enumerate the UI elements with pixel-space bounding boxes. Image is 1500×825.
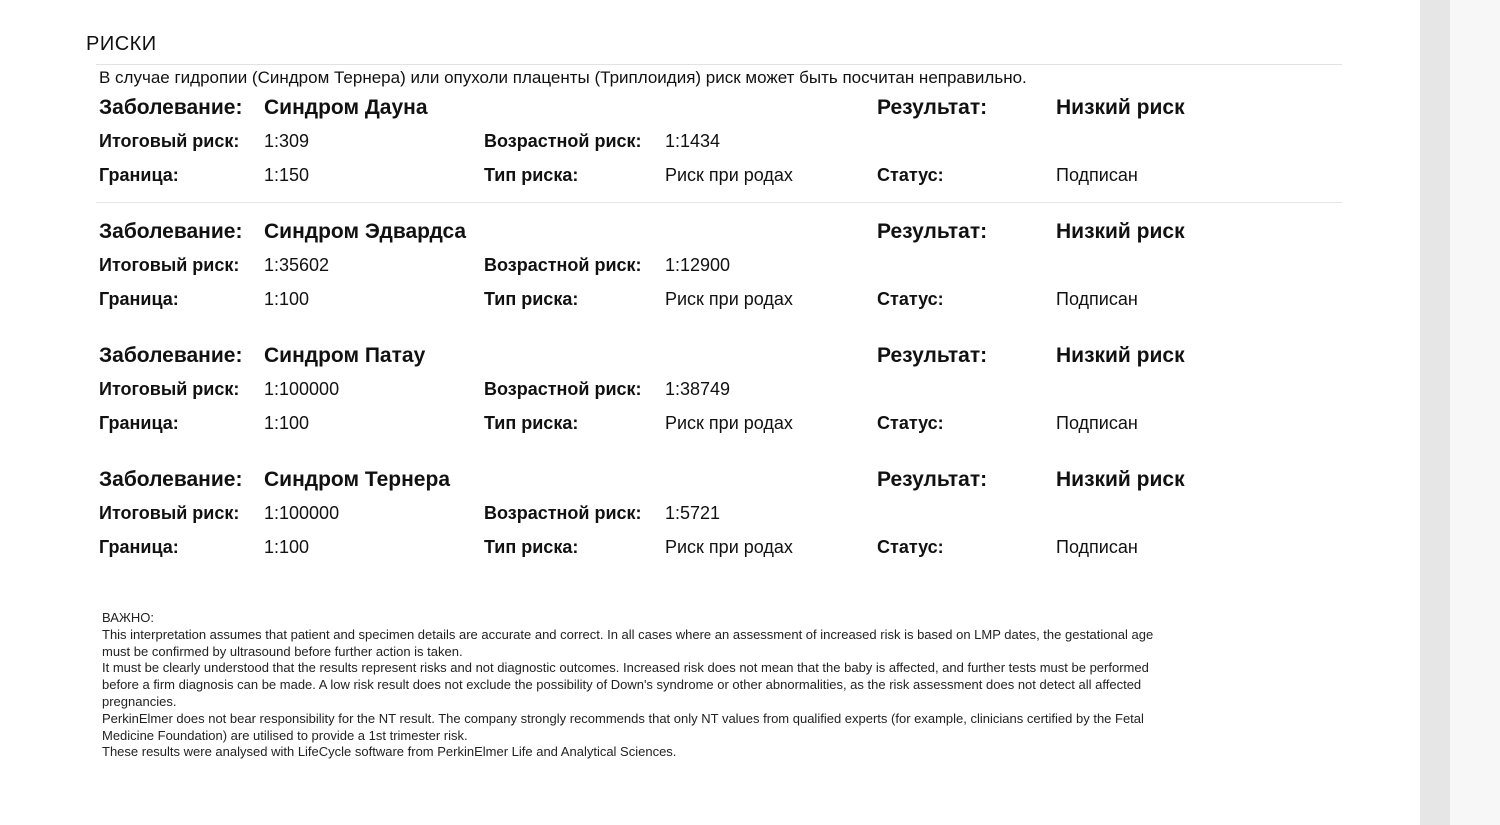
status-value: Подписан: [1056, 413, 1138, 433]
cutoff-value: 1:100: [264, 413, 310, 433]
risk-type-label: Тип риска:: [484, 289, 579, 309]
cutoff-value: 1:150: [264, 165, 310, 185]
result-value: Низкий риск: [1056, 344, 1185, 367]
age-risk-value: 1:38749: [665, 379, 731, 399]
title-divider: [96, 64, 1342, 65]
disease-label: Заболевание:: [99, 220, 243, 243]
status-value: Подписан: [1056, 289, 1138, 309]
risk-type-label: Тип риска:: [484, 413, 579, 433]
important-heading: ВАЖНО:: [102, 610, 155, 625]
total-risk-label: Итоговый риск:: [99, 503, 240, 523]
cutoff-label: Граница:: [99, 537, 179, 557]
result-label: Результат:: [877, 468, 988, 491]
disease-name: Синдром Дауна: [264, 96, 428, 119]
status-label: Статус:: [877, 537, 944, 557]
note-line: must be confirmed by ultrasound before further action is taken.: [102, 643, 463, 659]
cutoff-label: Граница:: [99, 165, 179, 185]
note-line: pregnancies.: [102, 693, 177, 709]
cutoff-value: 1:100: [264, 289, 310, 309]
age-risk-label: Возрастной риск:: [484, 255, 642, 275]
section-title: РИСКИ: [86, 33, 157, 55]
total-risk-label: Итоговый риск:: [99, 255, 240, 275]
age-risk-value: 1:1434: [665, 131, 721, 151]
risk-type-value: Риск при родах: [665, 165, 793, 185]
disease-label: Заболевание:: [99, 96, 243, 119]
result-label: Результат:: [877, 96, 988, 119]
disease-label: Заболевание:: [99, 468, 243, 491]
risk-warning: В случае гидропии (Синдром Тернера) или опухоли плаценты (Триплоидия) риск может быть посчитан неправильно.: [99, 68, 1027, 87]
result-value: Низкий риск: [1056, 96, 1185, 119]
age-risk-value: 1:12900: [665, 255, 731, 275]
age-risk-label: Возрастной риск:: [484, 379, 642, 399]
disease-label: Заболевание:: [99, 344, 243, 367]
disease-name: Синдром Патау: [264, 344, 426, 367]
result-value: Низкий риск: [1056, 220, 1185, 243]
total-risk-label: Итоговый риск:: [99, 379, 240, 399]
age-risk-label: Возрастной риск:: [484, 503, 642, 523]
note-line: before a firm diagnosis can be made. A low risk result does not exclude the possibility of Down's syndrome or other abnormalities, as the risk assessment does not detect all affected: [102, 677, 1142, 693]
risk-type-label: Тип риска:: [484, 165, 579, 185]
cutoff-value: 1:100: [264, 537, 310, 557]
risk-type-value: Риск при родах: [665, 289, 793, 309]
note-line: This interpretation assumes that patient and specimen details are accurate and correct. In all cases where an assessment of increased risk is based on LMP dates, the gestational age: [102, 626, 1154, 642]
disease-name: Синдром Тернера: [264, 468, 450, 491]
risk-type-value: Риск при родах: [665, 413, 793, 433]
important-notes: [102, 610, 1302, 761]
total-risk-value: 1:100000: [264, 503, 340, 523]
result-label: Результат:: [877, 220, 988, 243]
page-edge-shadow: [1420, 0, 1450, 825]
note-line: Medicine Foundation) are utilised to provide a 1st trimester risk.: [102, 727, 468, 743]
note-line: It must be clearly understood that the results represent risks and not diagnostic outcomes. Increased risk does not mean that the baby is affected, and further tests must be performed: [102, 660, 1149, 676]
result-value: Низкий риск: [1056, 468, 1185, 491]
disease-name: Синдром Эдвардса: [264, 220, 467, 243]
block-divider: [96, 202, 1342, 203]
status-value: Подписан: [1056, 537, 1138, 557]
note-line: These results were analysed with LifeCycle software from PerkinElmer Life and Analytical Sciences.: [102, 744, 677, 760]
total-risk-value: 1:35602: [264, 255, 330, 275]
total-risk-value: 1:100000: [264, 379, 340, 399]
note-line: PerkinElmer does not bear responsibility for the NT result. The company strongly recommends that only NT values from qualified experts (for example, clinicians certified by the Fetal: [102, 710, 1144, 726]
status-label: Статус:: [877, 165, 944, 185]
result-label: Результат:: [877, 344, 988, 367]
total-risk-label: Итоговый риск:: [99, 131, 240, 151]
status-label: Статус:: [877, 413, 944, 433]
cutoff-label: Граница:: [99, 413, 179, 433]
age-risk-label: Возрастной риск:: [484, 131, 642, 151]
status-value: Подписан: [1056, 165, 1138, 185]
cutoff-label: Граница:: [99, 289, 179, 309]
age-risk-value: 1:5721: [665, 503, 721, 523]
total-risk-value: 1:309: [264, 131, 310, 151]
risk-type-label: Тип риска:: [484, 537, 579, 557]
viewer-background: [1450, 0, 1500, 825]
status-label: Статус:: [877, 289, 944, 309]
risk-type-value: Риск при родах: [665, 537, 793, 557]
